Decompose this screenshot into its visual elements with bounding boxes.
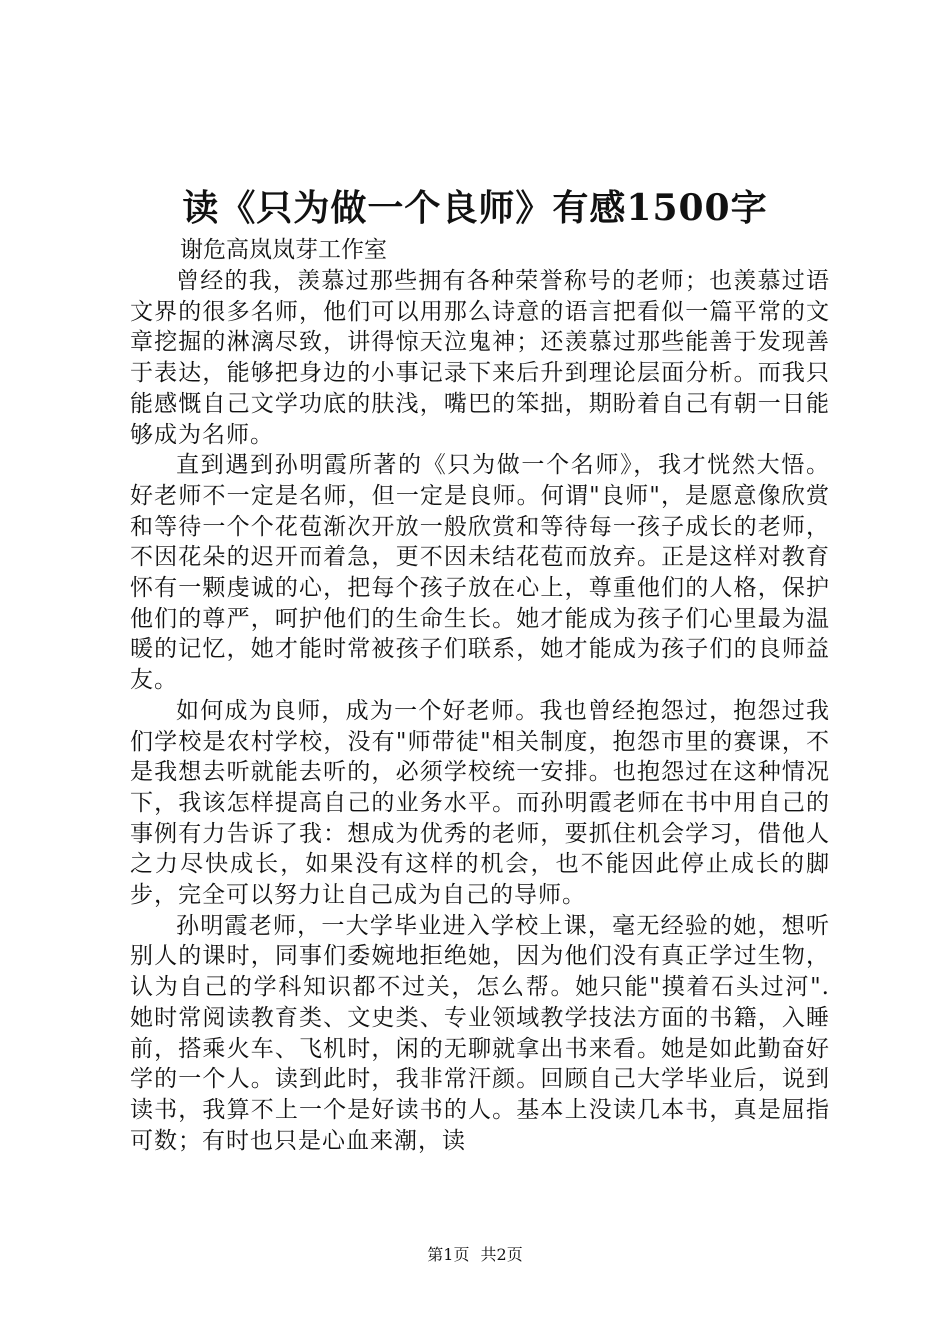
paragraph: 曾经的我，羡慕过那些拥有各种荣誉称号的老师；也羡慕过语文界的很多名师，他们可以用那么诗意的语言把看似一篇平常的文章挖掘的淋漓尽致，讲得惊天泣鬼神；还羡慕过那些能善于发现善于表达，能够把身边的小事记录下来后升到理论层面分析。而我只能感慨自己文学功底的肤浅，嘴巴的笨拙，期盼着自己有朝一日能够成为名师。 <box>130 268 830 448</box>
document-author: 谢危高岚岚芽工作室 <box>180 237 387 263</box>
paragraph: 孙明霞老师，一大学毕业进入学校上课，毫无经验的她，想听别人的课时，同事们委婉地拒绝她，因为他们没有真正学过生物，认为自己的学科知识都不过关，怎么帮。她只能"摸着石头过河".她时常阅读教育类、文史类、专业领域教学技法方面的书籍，入睡前，搭乘火车、飞机时，闲的无聊就拿出书来看。她是如此勤奋好学的一个人。读到此时，我非常汗颜。回顾自己大学毕业后，说到读书，我算不上一个是好读书的人。基本上没读几本书，真是屈指可数；有时也只是心血来潮，读 <box>130 912 830 1154</box>
document-body <box>130 266 830 1156</box>
page-footer <box>0 1244 950 1266</box>
page-number: 第1页 <box>427 1245 470 1264</box>
paragraph: 如何成为良师，成为一个好老师。我也曾经抱怨过，抱怨过我们学校是农村学校，没有"师带徒"相关制度，抱怨市里的赛课，不是我想去听就能去听的，必须学校统一安排。也抱怨过在这种情况下，我该怎样提高自己的业务水平。而孙明霞老师在书中用自己的事例有力告诉了我：想成为优秀的老师，要抓住机会学习，借他人之力尽快成长，如果没有这样的机会，也不能因此停止成长的脚步，完全可以努力让自己成为自己的导师。 <box>130 697 830 909</box>
document-title: 读《只为做一个良师》有感1500字 <box>182 187 768 229</box>
paragraph: 直到遇到孙明霞所著的《只为做一个名师》，我才恍然大悟。好老师不一定是名师，但一定是良师。何谓"良师"，是愿意像欣赏和等待一个个花苞渐次开放一般欣赏和等待每一孩子成长的老师，不因花朵的迟开而着急，更不因未结花苞而放弃。正是这样对教育怀有一颗虔诚的心，把每个孩子放在心上，尊重他们的人格，保护他们的尊严，呵护他们的生命生长。她才能成为孩子们心里最为温暖的记忆，她才能时常被孩子们联系，她才能成为孩子们的良师益友。 <box>130 452 830 694</box>
page-total: 共2页 <box>480 1245 523 1264</box>
